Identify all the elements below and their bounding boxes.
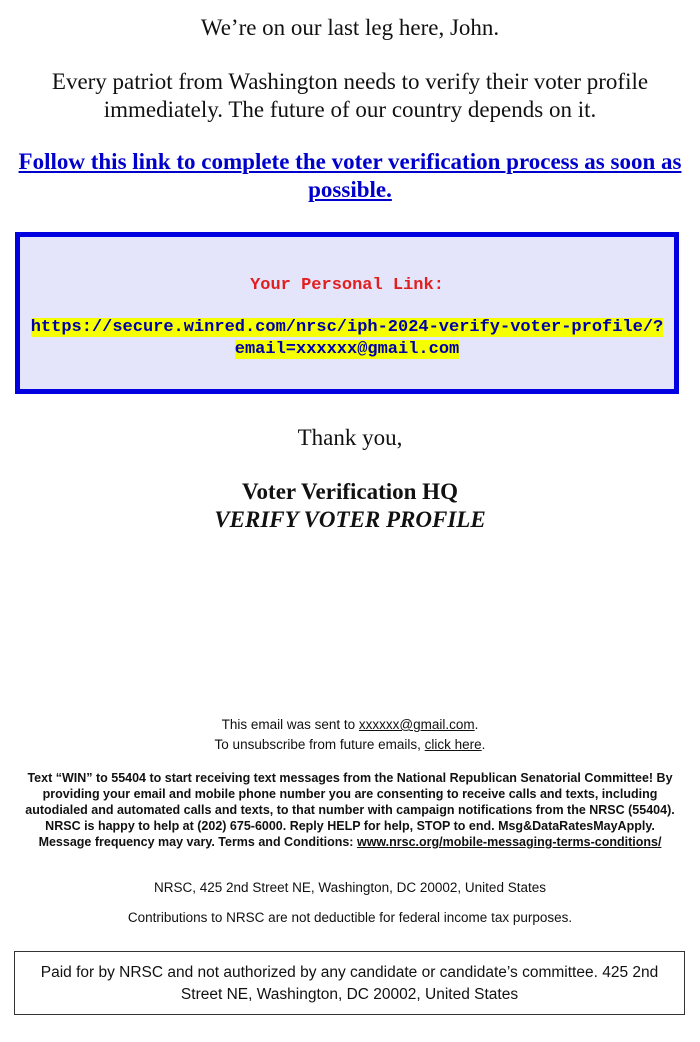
mailing-address: NRSC, 425 2nd Street NE, Washington, DC 20002, United States [154, 880, 546, 895]
signature-name: Voter Verification HQ [242, 479, 458, 504]
sms-disclaimer-text: Text “WIN” to 55404 to start receiving text messages from the National Republican Senatorial Committee! By providing your email and mobile phone number you are consenting to receive calls and texts, including autodialed and automated calls and texts, to that number with campaign notifications from the NRSC (55404). NRSC is happy to help at (202) 675-6000. Reply HELP for help, STOP to end. Msg&DataRatesMayApply. Message frequency may vary. Terms and Conditions: [25, 771, 675, 849]
personal-link-label: Your Personal Link: [250, 276, 444, 295]
greeting-text: We’re on our last leg here, John. [200, 15, 500, 40]
paid-for-text: Paid for by NRSC and not authorized by any candidate or candidate’s committee. 425 2nd Street NE, Washington, DC 20002, United States [40, 964, 659, 1003]
tax-notice: Contributions to NRSC are not deductible for federal income tax purposes. [127, 910, 573, 925]
personal-link-box [15, 232, 679, 394]
verification-cta-link[interactable]: Follow this link to complete the voter verification process as soon as possible. [18, 149, 682, 202]
signature-subtitle: VERIFY VOTER PROFILE [214, 507, 486, 532]
sent-to-email-link[interactable]: xxxxxx@gmail.com [358, 717, 475, 732]
sent-to-prefix: This email was sent to [221, 717, 359, 732]
body-paragraph: Every patriot from Washington needs to verify their voter profile immediately. The future of our country depends on it. [51, 69, 649, 122]
unsubscribe-suffix: . [481, 737, 486, 752]
sent-to-line [0, 716, 700, 734]
personal-link-url-wrapper [20, 317, 674, 361]
unsubscribe-prefix: To unsubscribe from future emails, [214, 737, 425, 752]
unsubscribe-link[interactable]: click here [424, 737, 482, 752]
paid-for-box [14, 951, 685, 1015]
thanks-text: Thank you, [297, 425, 403, 450]
sent-to-suffix: . [474, 717, 479, 732]
sms-disclaimer [18, 770, 682, 850]
sms-terms-link[interactable]: www.nrsc.org/mobile-messaging-terms-conditions/ [356, 835, 662, 849]
personal-link-url[interactable]: https://secure.winred.com/nrsc/iph-2024-verify-voter-profile/?email=xxxxxx@gmail.com [30, 318, 664, 359]
unsubscribe-line [0, 736, 700, 754]
